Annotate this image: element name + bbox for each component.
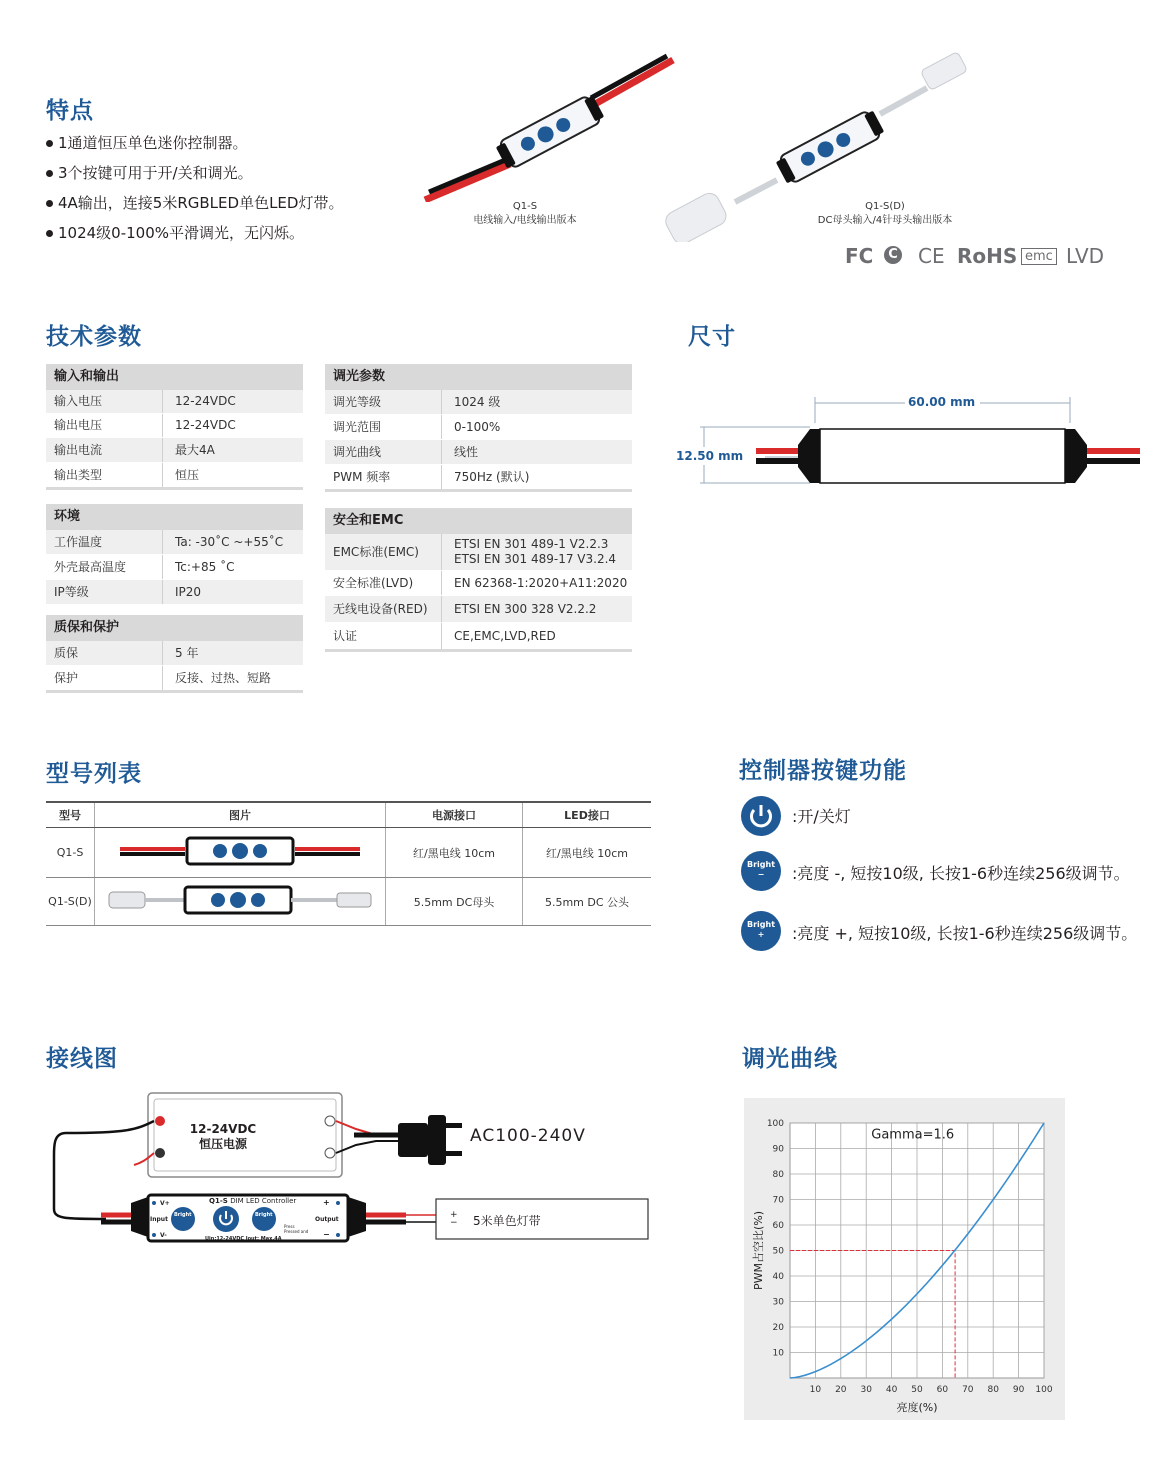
spec-row: 认证 CE,EMC,LVD,RED: [325, 623, 632, 652]
controller-minus: −: [323, 1230, 330, 1239]
spec-header: 安全和EMC: [325, 508, 632, 534]
spec-table-env: [46, 504, 303, 605]
x-tick-label: 100: [1035, 1385, 1053, 1395]
model-list-title: 型号列表: [46, 761, 142, 787]
model-cell: Q1-S(D): [46, 878, 95, 926]
power-cell: 红/黑电线 10cm: [386, 828, 523, 878]
x-tick-label: 50: [911, 1385, 923, 1395]
strip-polarity: + −: [450, 1210, 458, 1228]
table-header: 电源接口: [386, 802, 523, 828]
controller-vplus: V+: [160, 1200, 170, 1207]
spec-header: 环境: [46, 504, 303, 530]
model-image-cell: [95, 828, 386, 878]
spec-row: PWM 频率 750Hz (默认): [325, 465, 632, 492]
gamma-annotation: Gamma=1.6: [871, 1127, 955, 1143]
ccc-logo: C: [884, 246, 902, 264]
spec-table-warranty: [46, 615, 303, 693]
spec-row: 工作温度 Ta: -30˚C ~+55˚C: [46, 530, 303, 555]
bright-plus-icon: Bright +: [741, 911, 781, 951]
chart-title: 调光曲线: [742, 1046, 838, 1072]
x-tick-label: 60: [936, 1385, 949, 1395]
bullet-icon: [46, 170, 53, 177]
spec-row: IP等级 IP20: [46, 580, 303, 605]
ac-label: AC100-240V: [470, 1126, 586, 1146]
emc-logo: emc: [1021, 248, 1057, 265]
model-image-cell: [95, 878, 386, 926]
feature-item: 1024级0-100%平滑调光，无闪烁。: [46, 222, 304, 243]
product-image-q1s: [415, 52, 680, 202]
spec-row: 外壳最高温度 Tc:+85 ˚C: [46, 555, 303, 580]
dimension-height: 12.50 mm: [676, 449, 744, 463]
wiring-diagram: [46, 1085, 656, 1255]
feature-item: 4A输出，连接5米RGBLED单色LED灯带。: [46, 192, 343, 213]
strip-label: 5米单色灯带: [473, 1214, 541, 1228]
psu-label: 12-24VDC 恒压电源: [189, 1122, 257, 1151]
product-caption: Q1-S(D) DC母头输入/4针母头输出版本: [817, 201, 953, 226]
table-header: 型号: [46, 802, 95, 828]
y-tick-label: 30: [772, 1297, 784, 1308]
spec-header: 质保和保护: [46, 615, 303, 641]
y-tick-label: 80: [772, 1170, 784, 1180]
y-tick-label: 100: [766, 1119, 784, 1129]
product-caption: Q1-S 电线输入/电线输出版本: [473, 201, 577, 226]
controller-rating: Uin:12-24VDC Iout: Max.4A: [205, 1236, 282, 1242]
x-tick-label: 80: [987, 1385, 999, 1395]
rohs-logo: RoHS: [957, 244, 1018, 268]
spec-table-safety: [325, 508, 632, 652]
spec-table-io: [46, 364, 303, 490]
y-tick-label: 20: [772, 1323, 784, 1333]
dimension-length: 60.00 mm: [908, 395, 976, 409]
x-tick-label: 40: [885, 1385, 898, 1395]
key-desc-bright-minus: :亮度 -, 短按10级, 长按1-6秒连续256级调节。: [792, 864, 1130, 883]
x-tick-label: 20: [835, 1385, 847, 1395]
table-header: 图片: [95, 802, 386, 828]
spec-row: 输入电压 12-24VDC: [46, 390, 303, 414]
controller-title: Q1-S DIM LED Controller: [209, 1197, 297, 1205]
bullet-icon: [46, 140, 53, 147]
x-axis-label: 亮度(%): [896, 1401, 938, 1414]
spec-table-dimming: [325, 364, 632, 492]
key-desc-bright-plus: :亮度 +, 短按10级, 长按1-6秒连续256级调节。: [792, 924, 1138, 943]
model-cell: Q1-S: [46, 828, 95, 878]
key-desc-power: :开/关灯: [792, 807, 851, 826]
spec-header: 调光参数: [325, 364, 632, 390]
table-row: [46, 828, 651, 878]
y-tick-label: 60: [772, 1221, 784, 1231]
x-tick-label: 10: [809, 1385, 822, 1395]
x-tick-label: 70: [962, 1385, 974, 1395]
power-cell: 5.5mm DC母头: [386, 878, 523, 926]
y-tick-label: 70: [772, 1195, 784, 1206]
spec-row: 输出电压 12-24VDC: [46, 414, 303, 438]
led-cell: 红/黑电线 10cm: [523, 828, 652, 878]
feature-item: 1通道恒压单色迷你控制器。: [46, 132, 248, 153]
bullet-icon: [46, 200, 53, 207]
fc-logo: FC: [845, 244, 874, 268]
controller-press: Press Pressed and: [284, 1224, 309, 1234]
spec-row: 输出电流 最大4A: [46, 438, 303, 463]
specs-title: 技术参数: [46, 324, 142, 350]
y-tick-label: 90: [772, 1144, 784, 1155]
spec-row: 输出类型 恒压: [46, 463, 303, 490]
controller-output: Output: [315, 1216, 339, 1223]
dimming-curve-chart: [744, 1098, 1065, 1420]
bright-plus-label: Bright: [255, 1212, 273, 1218]
controller-input: Input: [150, 1216, 168, 1223]
y-axis-label: PWM占空比(%): [752, 1210, 765, 1291]
x-tick-label: 90: [1012, 1385, 1025, 1395]
table-row: [46, 878, 651, 926]
ce-logo: CE: [918, 244, 945, 268]
controller-image: [115, 834, 365, 868]
spec-header: 输入和输出: [46, 364, 303, 390]
key-functions-title: 控制器按键功能: [739, 758, 907, 784]
x-tick-label: 30: [860, 1385, 872, 1395]
dimensions-title: 尺寸: [688, 324, 736, 350]
controller-plus: +: [323, 1198, 330, 1207]
controller-vminus: V-: [160, 1232, 167, 1239]
table-header: LED接口: [523, 802, 652, 828]
spec-row: 调光范围 0-100%: [325, 415, 632, 440]
controller-image: [105, 883, 375, 917]
y-tick-label: 50: [772, 1246, 784, 1257]
bright-minus-label: Bright: [174, 1212, 192, 1218]
spec-row: 无线电设备(RED) ETSI EN 300 328 V2.2.2: [325, 596, 632, 623]
power-button-icon: [741, 796, 781, 836]
spec-row: 调光曲线 线性: [325, 440, 632, 465]
feature-item: 3个按键可用于开/关和调光。: [46, 162, 253, 183]
y-tick-label: 10: [772, 1348, 784, 1359]
bright-minus-icon: Bright −: [741, 851, 781, 891]
led-cell: 5.5mm DC 公头: [523, 878, 652, 926]
spec-row: 保护 反接、过热、短路: [46, 666, 303, 693]
wiring-title: 接线图: [46, 1046, 118, 1072]
spec-row: 质保 5 年: [46, 641, 303, 666]
spec-row: 安全标准(LVD) EN 62368-1:2020+A11:2020: [325, 571, 632, 596]
model-table: [46, 801, 651, 926]
spec-row: 调光等级 1024 级: [325, 390, 632, 415]
lvd-logo: LVD: [1066, 244, 1105, 268]
bullet-icon: [46, 230, 53, 237]
spec-row: EMC标准(EMC) ETSI EN 301 489-1 V2.2.3 ETSI EN 301 489-17 V3.2.4: [325, 534, 632, 571]
y-tick-label: 40: [772, 1272, 784, 1282]
features-title: 特点: [46, 98, 94, 124]
